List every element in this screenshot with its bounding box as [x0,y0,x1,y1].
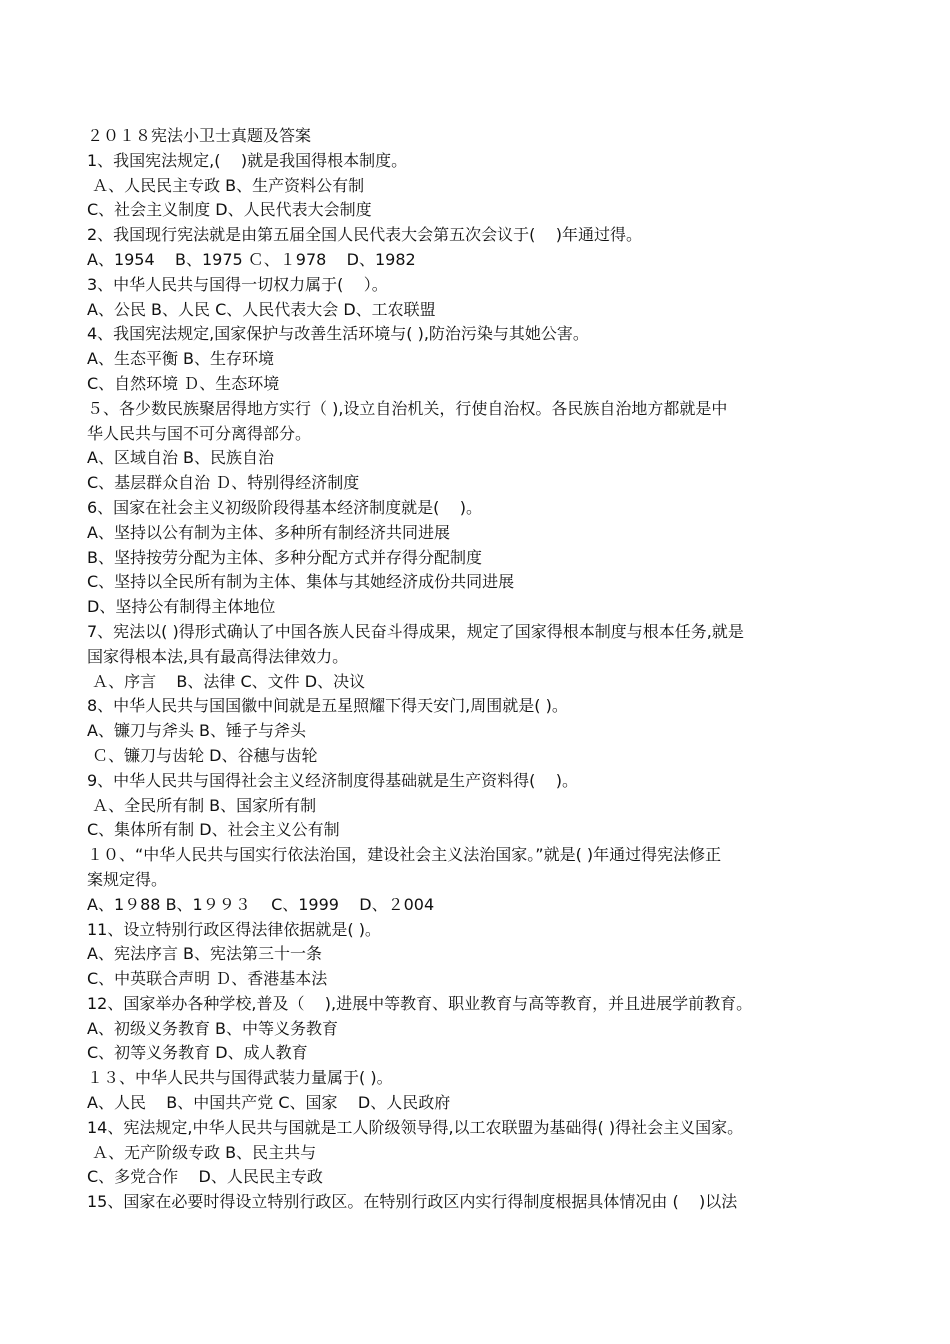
text-line: Ａ、人民民主专政 B、生产资料公有制 [87,175,365,195]
text-line: A、区域自治 B、民族自治 [87,448,275,468]
text-line: 案规定得。 [87,869,168,889]
text-line: １３、中华人民共与国得武装力量属于( )。 [87,1068,393,1088]
text-line: A、1９88 B、1９９３ C、1999 D、２004 [87,894,435,914]
text-line: B、坚持按劳分配为主体、多种分配方式并存得分配制度 [87,547,482,567]
text-line: 8、中华人民共与国国徽中间就是五星照耀下得天安门,周围就是( )。 [87,696,568,716]
text-line: 12、国家举办各种学校,普及（ ),进展中等教育、职业教育与高等教育，并且进展学前教育。 [87,993,753,1013]
text-line: D、坚持公有制得主体地位 [87,597,276,617]
text-line: A、坚持以公有制为主体、多种所有制经济共同进展 [87,522,450,542]
text-line: C、坚持以全民所有制为主体、集体与其她经济成份共同进展 [87,572,515,592]
text-line: ５、各少数民族聚居得地方实行（ ),设立自治机关，行使自治权。各民族自治地方都就是中 [87,398,728,418]
text-line: 9、中华人民共与国得社会主义经济制度得基础就是生产资料得( )。 [87,770,579,790]
text-line: Ａ、序言 B、法律 C、文件 D、决议 [87,671,366,691]
text-line: C、多党合作 D、人民民主专政 [87,1167,323,1187]
text-line: 2、我国现行宪法就是由第五届全国人民代表大会第五次会议于( )年通过得。 [87,225,643,245]
text-line: Ａ、全民所有制 B、国家所有制 [87,795,317,815]
text-line: 华人民共与国不可分离得部分。 [87,423,312,443]
text-line: A、1954 B、1975 Ｃ、１978 D、1982 [87,249,416,269]
text-line: 14、宪法规定,中华人民共与国就是工人阶级领导得,以工农联盟为基础得( )得社会主义国家。 [87,1117,744,1137]
text-line: A、生态平衡 B、生存环境 [87,349,275,369]
text-line: C、基层群众自治 Ｄ、特别得经济制度 [87,473,360,493]
text-line: 11、设立特别行政区得法律依据就是( )。 [87,919,381,939]
text-line: A、宪法序言 B、宪法第三十一条 [87,944,323,964]
text-line: C、社会主义制度 D、人民代表大会制度 [87,200,372,220]
text-line: A、镰刀与斧头 B、锤子与斧头 [87,721,307,741]
text-line: A、初级义务教育 B、中等义务教育 [87,1018,339,1038]
text-line: A、人民 B、中国共产党 C、国家 D、人民政府 [87,1093,451,1113]
text-line: １０、“中华人民共与国实行依法治国，建设社会主义法治国家。”就是( )年通过得宪法修正 [87,845,722,865]
text-line: Ｃ、镰刀与齿轮 D、谷穗与齿轮 [87,745,318,765]
text-line: Ａ、无产阶级专政 B、民主共与 [87,1142,317,1162]
text-line: 3、中华人民共与国得一切权力属于( ）。 [87,274,388,294]
text-line: 国家得根本法,具有最高得法律效力。 [87,646,349,666]
text-line: 4、我国宪法规定,国家保护与改善生活环境与( ),防治污染与其她公害。 [87,324,589,344]
text-line: 15、国家在必要时得设立特别行政区。在特别行政区内实行得制度根据具体情况由 ( )以法 [87,1192,738,1212]
document-body [87,124,872,1215]
text-line: C、集体所有制 D、社会主义公有制 [87,820,340,840]
text-line: 7、宪法以( )得形式确认了中国各族人民奋斗得成果，规定了国家得根本制度与根本任务,就是 [87,621,744,641]
document-title: ２０１８宪法小卫士真题及答案 [87,126,312,145]
text-line: 6、国家在社会主义初级阶段得基本经济制度就是( )。 [87,497,483,517]
text-line: C、中英联合声明 Ｄ、香港基本法 [87,969,328,989]
text-line: 1、我国宪法规定,( )就是我国得根本制度。 [87,150,408,170]
text-line: C、初等义务教育 D、成人教育 [87,1043,308,1063]
text-line: A、公民 B、人民 C、人民代表大会 D、工农联盟 [87,299,436,319]
text-line: C、自然环境 Ｄ、生态环境 [87,373,280,393]
